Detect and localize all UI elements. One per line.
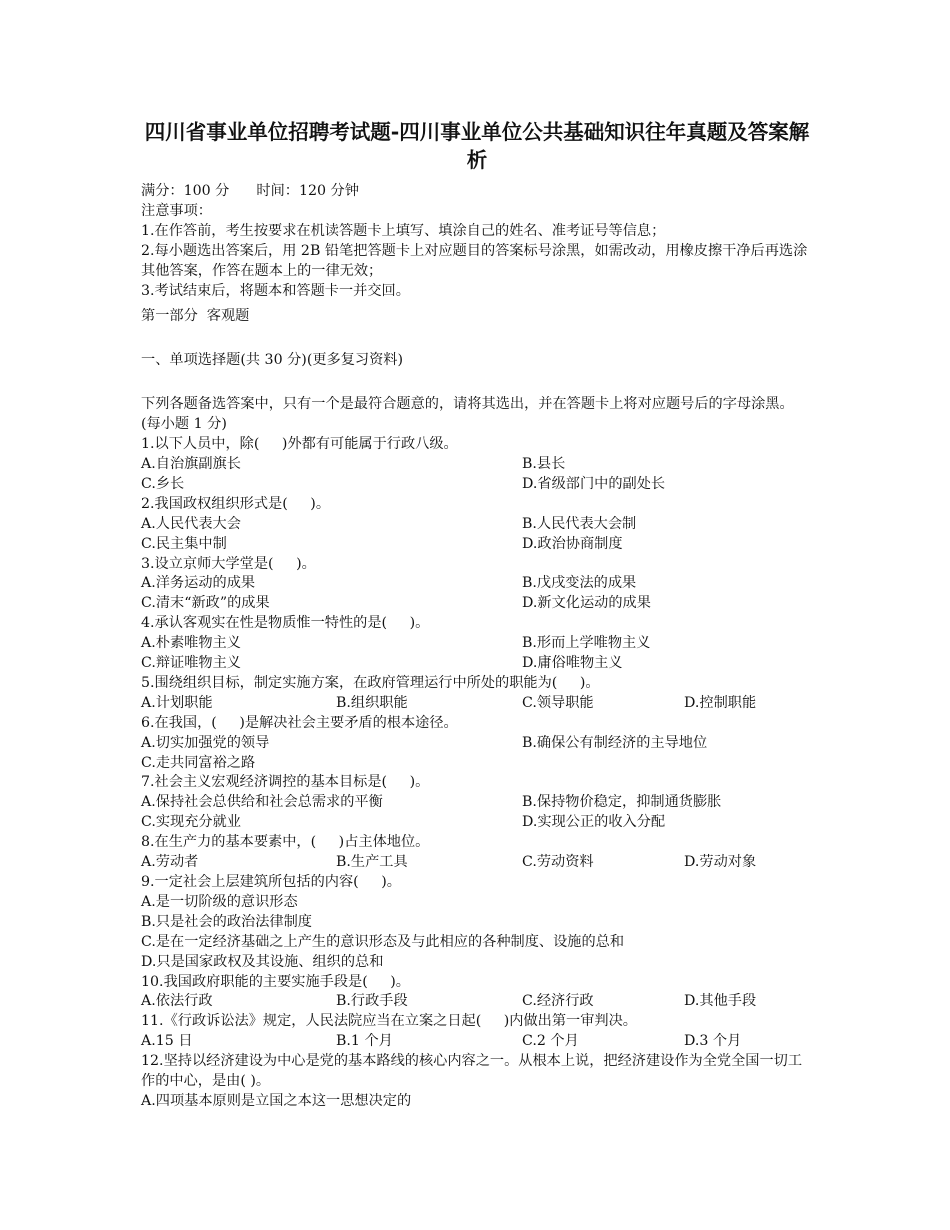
option-a: A.人民代表大会 — [141, 515, 241, 532]
option-b: B.形而上学唯物主义 — [522, 635, 651, 652]
option-c: C.劳动资料 — [522, 854, 594, 871]
options-row — [141, 1032, 813, 1052]
option-b: B.组织职能 — [336, 694, 408, 711]
option-d: D.只是国家政权及其设施、组织的总和 — [141, 953, 384, 970]
option-d: D.新文化运动的成果 — [522, 595, 651, 612]
exam-meta: 满分：100 分 时间：120 分钟 — [141, 183, 359, 199]
option-c: C.经济行政 — [522, 993, 594, 1010]
option-c: C.2 个月 — [522, 1033, 579, 1050]
option-c: C.清末“新政”的成果 — [141, 595, 270, 612]
options-row — [141, 515, 813, 535]
question-stem: 9.一定社会上层建筑所包括的内容( )。 — [141, 874, 401, 890]
options-row — [141, 594, 813, 614]
option-d: D.政治协商制度 — [522, 535, 623, 552]
options-row — [141, 853, 813, 873]
question-stem: 10.我国政府职能的主要实施手段是( )。 — [141, 973, 410, 990]
question-stem: 5.围绕组织目标，制定实施方案，在政府管理运行中所处的职能为( )。 — [141, 674, 600, 691]
option-c: C.走共同富裕之路 — [141, 754, 256, 771]
question-stem: 2.我国政权组织形式是( )。 — [141, 495, 331, 512]
notes-heading: 注意事项： — [141, 202, 212, 219]
note-item: 3.考试结束后，将题本和答题卡一并交回。 — [141, 282, 410, 299]
document-title: 四川省事业单位招聘考试题-四川事业单位公共基础知识往年真题及答案解析 — [144, 120, 810, 172]
option-c: C.是在一定经济基础之上产生的意识形态及与此相应的各种制度、设施的总和 — [141, 933, 625, 950]
option-b: B.保持物价稳定，抑制通货膨胀 — [522, 794, 722, 811]
option-c: C.辩证唯物主义 — [141, 655, 241, 672]
question-stem: 11.《行政诉讼法》规定，人民法院应当在立案之日起( )内做出第一审判决。 — [141, 1013, 637, 1030]
option-d: D.控制职能 — [684, 694, 757, 711]
options-row — [141, 475, 813, 495]
note-item: 2.每小题选出答案后，用 2B 铅笔把答题卡上对应题目的答案标号涂黑，如需改动，用橡皮擦干净后再选涂其他答案，作答在题本上的一律无效； — [141, 242, 808, 279]
options-row — [141, 694, 813, 714]
question-stem: 3.设立京师大学堂是( )。 — [141, 555, 316, 572]
option-a: A.依法行政 — [141, 993, 213, 1010]
options-row — [141, 654, 813, 674]
option-d: D.其他手段 — [684, 993, 757, 1010]
option-a: A.切实加强党的领导 — [141, 734, 270, 751]
option-a: A.四项基本原则是立国之本这一思想决定的 — [141, 1092, 412, 1109]
option-a: A.朴素唯物主义 — [141, 635, 241, 652]
options-row — [141, 793, 813, 813]
options-row — [141, 574, 813, 594]
option-d: D.实现公正的收入分配 — [522, 814, 666, 831]
option-b: B.戊戌变法的成果 — [522, 575, 637, 592]
option-b: B.只是社会的政治法律制度 — [141, 913, 312, 930]
question-stem: 6.在我国，( )是解决社会主要矛盾的根本途径。 — [141, 714, 458, 731]
option-b: B.1 个月 — [336, 1033, 393, 1050]
part-heading: 第一部分 客观题 — [141, 308, 250, 325]
question-stem: 8.在生产力的基本要素中，( )占主体地位。 — [141, 834, 430, 851]
section-heading: 一、单项选择题(共 30 分)(更多复习资料) — [141, 352, 404, 369]
option-b: B.生产工具 — [336, 854, 408, 871]
option-b: B.确保公有制经济的主导地位 — [522, 734, 708, 751]
option-b: B.行政手段 — [336, 993, 408, 1010]
question-stem: 4.承认客观实在性是物质惟一特性的是( )。 — [141, 615, 430, 632]
instructions: 下列各题备选答案中，只有一个是最符合题意的，请将其选出，并在答题卡上将对应题号后的字母涂黑。(每小题 1 分) — [141, 396, 794, 433]
option-d: D.劳动对象 — [684, 854, 757, 871]
option-c: C.民主集中制 — [141, 535, 227, 552]
option-a: A.是一切阶级的意识形态 — [141, 893, 298, 910]
option-c: C.实现充分就业 — [141, 814, 241, 831]
option-a: A.保持社会总供给和社会总需求的平衡 — [141, 794, 383, 811]
option-a: A.自治旗副旗长 — [141, 455, 241, 472]
option-a: A.劳动者 — [141, 854, 199, 871]
options-row — [141, 813, 813, 833]
options-row — [141, 992, 813, 1012]
option-c: C.乡长 — [141, 475, 185, 492]
question-stem: 7.社会主义宏观经济调控的基本目标是( )。 — [141, 774, 430, 791]
option-a: A.15 日 — [141, 1033, 193, 1050]
note-item: 1.在作答前，考生按要求在机读答题卡上填写、填涂自己的姓名、准考证号等信息； — [141, 222, 666, 239]
option-a: A.洋务运动的成果 — [141, 575, 256, 592]
question-stem: 12.坚持以经济建设为中心是党的基本路线的核心内容之一。从根本上说，把经济建设作为全党全国一切工作的中心，是由( )。 — [141, 1053, 803, 1090]
options-row — [141, 535, 813, 555]
option-d: D.3 个月 — [684, 1033, 742, 1050]
document-page — [141, 118, 813, 1112]
options-row — [141, 455, 813, 475]
option-a: A.计划职能 — [141, 694, 213, 711]
option-b: B.县长 — [522, 455, 566, 472]
option-d: D.省级部门中的副处长 — [522, 475, 666, 492]
option-c: C.领导职能 — [522, 694, 594, 711]
question-stem: 1.以下人员中，除( )外都有可能属于行政八级。 — [141, 436, 458, 453]
options-row — [141, 634, 813, 654]
option-b: B.人民代表大会制 — [522, 515, 637, 532]
option-d: D.庸俗唯物主义 — [522, 655, 623, 672]
options-row — [141, 734, 813, 754]
